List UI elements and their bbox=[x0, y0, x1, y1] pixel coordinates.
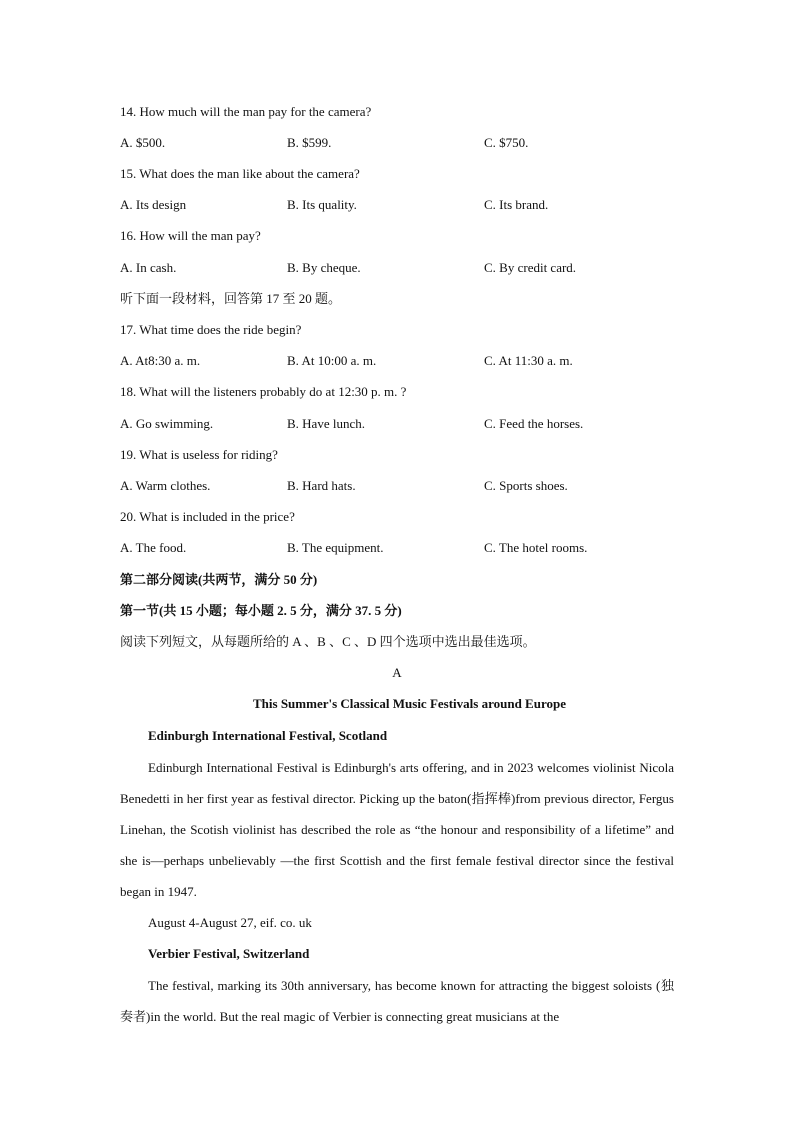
option-c: C. Feed the horses. bbox=[484, 416, 584, 431]
festival-description: The festival, marking its 30th anniversary, has become known for attracting the biggest soloists (独奏者)in the world. But the real magic of Verbier is connecting great musicians at the bbox=[120, 978, 674, 1024]
festival-heading: Edinburgh International Festival, Scotland bbox=[148, 728, 388, 743]
option-b: B. The equipment. bbox=[287, 540, 384, 555]
option-b: B. $599. bbox=[287, 135, 332, 150]
option-b: B. Hard hats. bbox=[287, 478, 356, 493]
option-a: A. Warm clothes. bbox=[120, 478, 211, 493]
option-c: C. At 11:30 a. m. bbox=[484, 353, 573, 368]
option-c: C. By credit card. bbox=[484, 260, 577, 275]
festival-dates: August 4-August 27, eif. co. uk bbox=[148, 915, 312, 930]
option-a: A. The food. bbox=[120, 540, 187, 555]
passage-letter: A bbox=[392, 665, 402, 680]
option-c: C. Sports shoes. bbox=[484, 478, 568, 493]
question-stem: 19. What is useless for riding? bbox=[120, 447, 278, 462]
option-b: B. Its quality. bbox=[287, 197, 357, 212]
option-a: A. Go swimming. bbox=[120, 416, 214, 431]
question-stem: 15. What does the man like about the camera? bbox=[120, 166, 360, 181]
section-one-title: 第一节(共 15 小题；每小题 2. 5 分，满分 37. 5 分) bbox=[120, 603, 402, 618]
passage-title: This Summer's Classical Music Festivals around Europe bbox=[253, 696, 566, 711]
question-stem: 18. What will the listeners probably do at 12:30 p. m. ? bbox=[120, 384, 407, 399]
festival-description: Edinburgh International Festival is Edinburgh's arts offering, and in 2023 welcomes violinist Nicola Benedetti in her first year as festival director. Picking up the baton(指挥棒)from previous director, Fergus Linehan, the Scotish violinist has described the role as “the honour and responsibility of a lifetime” and she is—perhaps unbelievably —the first Scottish and the first female festival director since the festival began in 1947. bbox=[120, 760, 674, 899]
option-c: C. The hotel rooms. bbox=[484, 540, 588, 555]
question-stem: 17. What time does the ride begin? bbox=[120, 322, 302, 337]
reading-instruction: 阅读下列短文，从每题所给的 A 、B 、C 、D 四个选项中选出最佳选项。 bbox=[120, 634, 536, 649]
listening-instruction: 听下面一段材料，回答第 17 至 20 题。 bbox=[120, 291, 342, 306]
option-c: C. $750. bbox=[484, 135, 529, 150]
option-a: A. Its design bbox=[120, 197, 187, 212]
option-b: B. Have lunch. bbox=[287, 416, 365, 431]
option-b: B. By cheque. bbox=[287, 260, 361, 275]
option-a: A. At8:30 a. m. bbox=[120, 353, 201, 368]
question-stem: 16. How will the man pay? bbox=[120, 228, 261, 243]
option-a: A. In cash. bbox=[120, 260, 177, 275]
option-a: A. $500. bbox=[120, 135, 166, 150]
part-two-title: 第二部分阅读(共两节，满分 50 分) bbox=[120, 572, 318, 587]
question-stem: 20. What is included in the price? bbox=[120, 509, 295, 524]
option-c: C. Its brand. bbox=[484, 197, 549, 212]
question-stem: 14. How much will the man pay for the camera? bbox=[120, 104, 372, 119]
festival-heading: Verbier Festival, Switzerland bbox=[148, 946, 310, 961]
option-b: B. At 10:00 a. m. bbox=[287, 353, 377, 368]
